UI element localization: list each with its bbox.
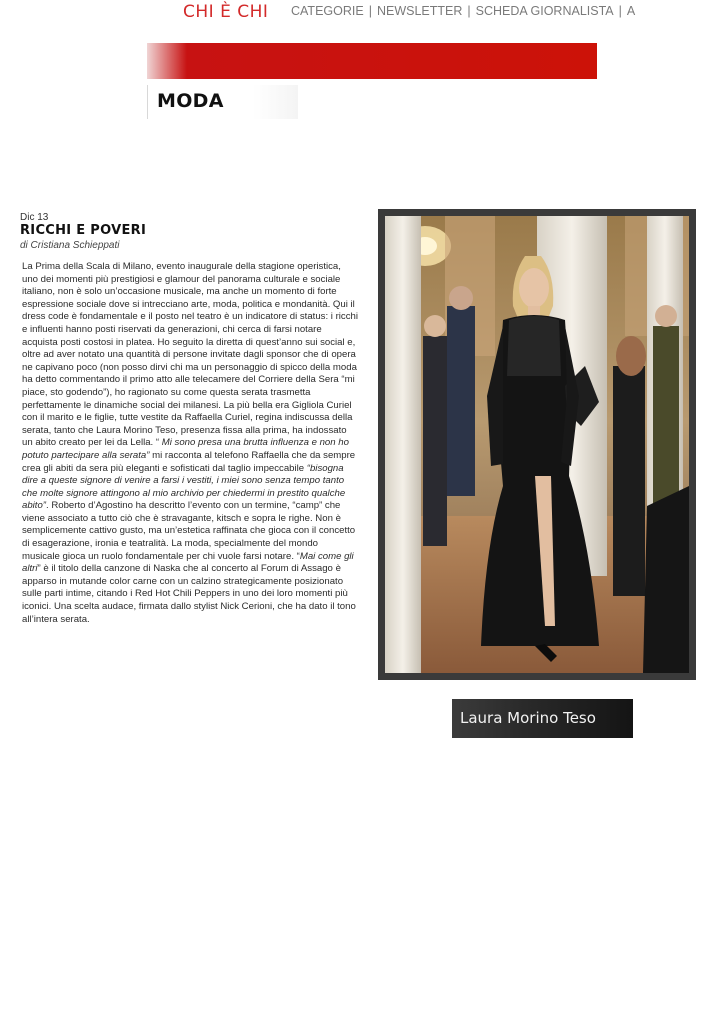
body-quote: Mai come gli altri	[22, 550, 354, 575]
article-byline: di Cristiana Schieppati	[20, 240, 120, 251]
body-segment: La Prima della Scala di Milano, evento inaugurale della stagione operistica, uno dei momenti più prestigiosi e glamour del panorama culturale e sociale italiano, non è solo un’occasione musicale, ma anche un momento di forte espressione sociale dove si intrecciano arte, moda, politica e mondanità. Qui il dress code è fondamentale e il posto nel teatro è un indicatore di status: i ricchi e influenti hanno posti riservati da generazioni, chi cerca di farsi notare acquista posti costosi in platea. Ho seguito la diretta di quest’anno sui social e, oltre ad aver notato una quantità di persone invitate dagli sponsor che di opera ne capivano poco (non posso dirvi chi ma un personaggio di spicco della moda ha detto commentando il primo atto alle telecamere del Corriere della Sera “mi piace, sto godendo”), ho ragionato su come questa serata trasmetta perfettamente le dinamiche social dei milanesi. La più bella era Gigliola Curiel con il marito e le figlie, tutte vestite da Raffaella Curiel, regina indiscussa della serata, tanto che Laura Morino Teso, presenza fissa alla prima, ha indossato un abito creato per lei da Lella. “	[22, 261, 358, 449]
photo-caption-text: Laura Morino Teso	[460, 709, 596, 727]
photo-caption	[452, 699, 633, 738]
body-segment: . Roberto d’Agostino ha descritto l’evento con un termine, “camp” che viene associato a tutto ciò che è stravagante, kitsch e sopra le righe. Non è semplicemente cattivo gusto, ma un’estetica raffinata che gioca con il concetto di esagerazione, ironia e teatralità. La moda, specialmente del mondo musicale gioca un ruolo fondamentale per chi vuole farsi notare. “	[22, 500, 356, 562]
section-banner	[147, 43, 597, 79]
nav-item-newsletter[interactable]: NEWSLETTER	[376, 4, 463, 18]
section-heading	[147, 85, 298, 119]
body-segment: ” è il titolo della canzone di Naska che al concerto al Forum di Assago è apparso in mutande color carne con un calzino strategicamente posizionato sulle parti intime, citando i Red Hot Chili Peppers in uno dei loro momenti più iconici. Una scelta audace, firmata dallo stylist Nick Cerioni, che ha dato il tono all’intera serata.	[22, 563, 356, 625]
nav-separator: |	[467, 4, 471, 18]
body-quote: “bisogna dire a queste signore di venire a farsi i vestiti, i miei sono senza tempo tanto che molte signore attingono al mio archivio per chiedermi in prestito qualche abito”	[22, 462, 346, 512]
site-logo[interactable]: CHI È CHI	[183, 2, 269, 22]
article-body	[22, 261, 358, 626]
body-quote: Mi sono presa una brutta influenza e non ho potuto partecipare alla serata”	[22, 437, 349, 461]
section-title: MODA	[157, 90, 224, 112]
article-photo	[378, 209, 696, 680]
nav-item-categorie[interactable]: CATEGORIE	[291, 4, 364, 18]
article-title: RICCHI E POVERI	[20, 223, 147, 238]
nav-item-truncated[interactable]: A	[626, 4, 636, 18]
photo-illustration	[385, 216, 689, 673]
nav-separator: |	[618, 4, 622, 18]
nav-item-scheda-giornalista[interactable]: SCHEDA GIORNALISTA	[475, 4, 614, 18]
article-date: Dic 13	[20, 212, 49, 223]
body-segment: mi racconta al telefono Raffaella che da sempre crea gli abiti da sera più eleganti e sofisticati dal taglio impeccabile	[22, 449, 356, 474]
nav-separator: |	[368, 4, 372, 18]
top-nav	[291, 4, 636, 18]
